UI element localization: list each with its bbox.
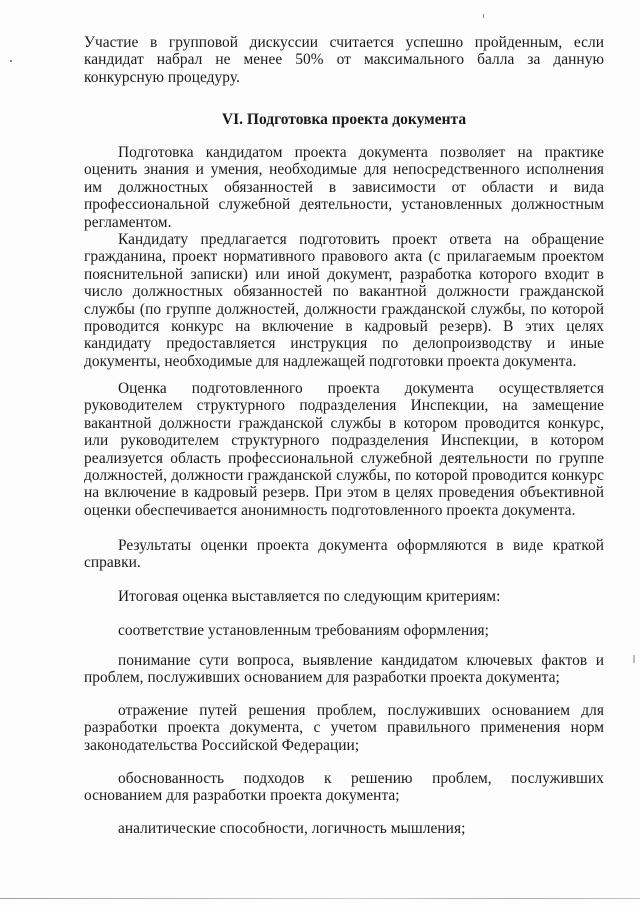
paragraph-3: Оценка подготовленного проекта документа осуществляется руководителем структурного подразделения Инспекции, на замещение вакантной должности гражданской службы в котором проводится конкурс, или руководителем структурного подразделения Инспекции, в котором реализуется область профессиональной служебной деятельности по группе должностей, должности гражданской службы, по которой проводится конкурс на включение в кадровый резерв. При этом в целях проведения объективной оценки обеспечивается анонимность подготовленного проекта документа.	[84, 380, 604, 519]
paragraph-9: обоснованность подходов к решению проблем, послуживших основанием для разработки проекта документа;	[84, 770, 604, 805]
paragraph-intro: Участие в групповой дискуссии считается успешно пройденным, если кандидат набрал не менее 50% от максимального балла за данную конкурсную процедуру.	[84, 34, 604, 86]
scan-edge-mark	[633, 655, 635, 663]
scan-artifact	[483, 14, 484, 18]
paragraph-6: соответствие установленным требованиям оформления;	[118, 622, 489, 639]
scan-artifact	[10, 60, 12, 62]
paragraph-2: Кандидату предлагается подготовить проект ответа на обращение гражданина, проект нормативного правового акта (с прилагаемым проектом пояснительной записки) или иной документ, разработка которого входит в число должностных обязанностей по вакантной должности гражданской службы (по группе должностей, должности гражданской службы, по которой проводится конкурс на включение в кадровый резерв). В этих целях кандидату предоставляется инструкция по делопроизводству и иные документы, необходимые для надлежащей подготовки проекта документа.	[84, 231, 604, 370]
paragraph-1: Подготовка кандидатом проекта документа позволяет на практике оценить знания и умения, необходимые для непосредственного исполнения им должностных обязанностей в зависимости от области и вида профессиональной служебной деятельности, установленных должностным регламентом.	[84, 144, 604, 231]
paragraph-10: аналитические способности, логичность мышления;	[118, 820, 466, 837]
scan-bottom-edge	[0, 898, 640, 899]
paragraph-7: понимание сути вопроса, выявление кандидатом ключевых фактов и проблем, послуживших основанием для разработки проекта документа;	[84, 652, 604, 687]
section-heading: VI. Подготовка проекта документа	[221, 111, 467, 128]
paragraph-5: Итоговая оценка выставляется по следующим критериям:	[118, 588, 501, 605]
paragraph-4: Результаты оценки проекта документа оформляются в виде краткой справки.	[84, 537, 604, 572]
paragraph-8: отражение путей решения проблем, послуживших основанием для разработки проекта документа, с учетом правильного применения норм законодательства Российской Федерации;	[84, 702, 604, 754]
